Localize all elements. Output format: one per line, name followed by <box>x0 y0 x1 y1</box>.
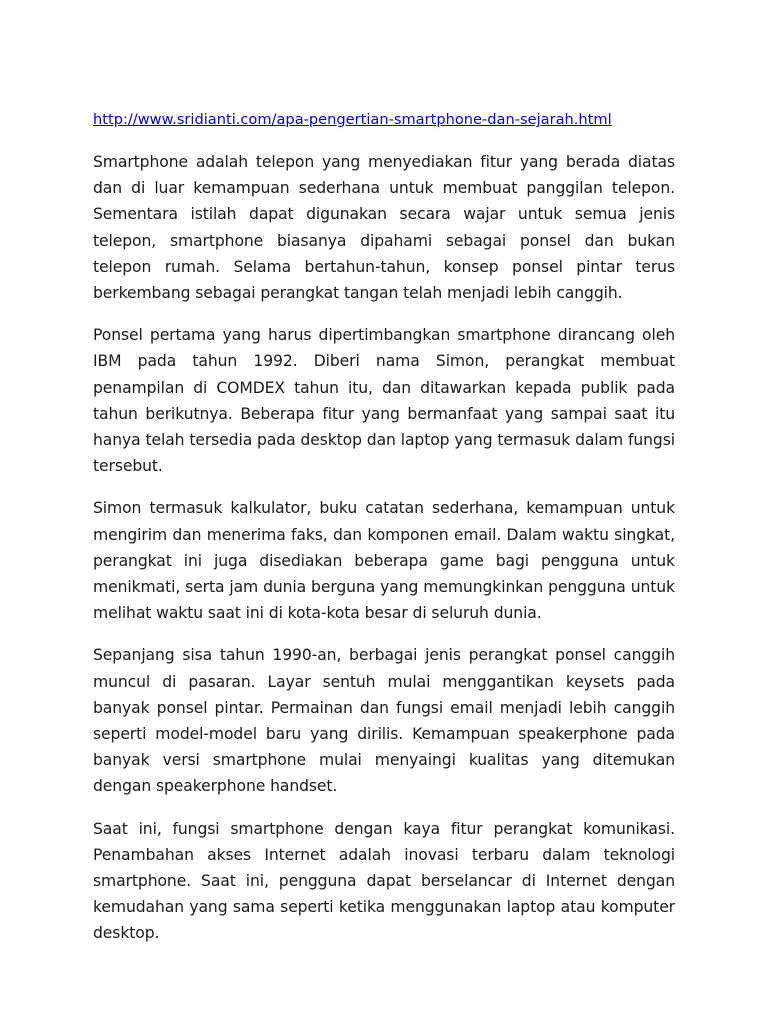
paragraph-simon-features: Simon termasuk kalkulator, buku catatan sederhana, kemampuan untuk mengirim dan menerima faks, dan komponen email. Dalam waktu singkat, perangkat ini juga disediakan beberapa game bagi pengguna untuk menikmati, serta jam dunia berguna yang memungkinkan pengguna untuk melihat waktu saat ini di kota-kota besar di seluruh dunia. <box>93 499 675 623</box>
paragraph-definition: Smartphone adalah telepon yang menyediakan fitur yang berada diatas dan di luar kemampuan sederhana untuk membuat panggilan telepon. Sementara istilah dapat digunakan secara wajar untuk semua jenis telepon, smartphone biasanya dipahami sebagai ponsel dan bukan telepon rumah. Selama bertahun-tahun, konsep ponsel pintar terus berkembang sebagai perangkat tangan telah menjadi lebih canggih. <box>93 153 675 303</box>
source-link[interactable]: http://www.sridianti.com/apa-pengertian-smartphone-dan-sejarah.html <box>93 111 612 128</box>
paragraph-1990s: Sepanjang sisa tahun 1990-an, berbagai jenis perangkat ponsel canggih muncul di pasaran. Layar sentuh mulai menggantikan keysets pada banyak ponsel pintar. Permainan dan fungsi email menjadi lebih canggih seperti model-model baru yang dirilis. Kemampuan speakerphone pada banyak versi smartphone mulai menyaingi kualitas yang ditemukan dengan speakerphone handset. <box>93 646 675 796</box>
paragraph-today: Saat ini, fungsi smartphone dengan kaya fitur perangkat komunikasi. Penambahan akses Internet adalah inovasi terbaru dalam teknologi smartphone. Saat ini, pengguna dapat berselancar di Internet dengan kemudahan yang sama seperti ketika menggunakan laptop atau komputer desktop. <box>93 819 675 943</box>
paragraph-ibm-simon: Ponsel pertama yang harus dipertimbangkan smartphone dirancang oleh IBM pada tahun 1992. Diberi nama Simon, perangkat membuat penampilan di COMDEX tahun itu, dan ditawarkan kepada publik pada tahun berikutnya. Beberapa fitur yang bermanfaat yang sampai saat itu hanya telah tersedia pada desktop dan laptop yang termasuk dalam fungsi tersebut. <box>93 326 675 476</box>
